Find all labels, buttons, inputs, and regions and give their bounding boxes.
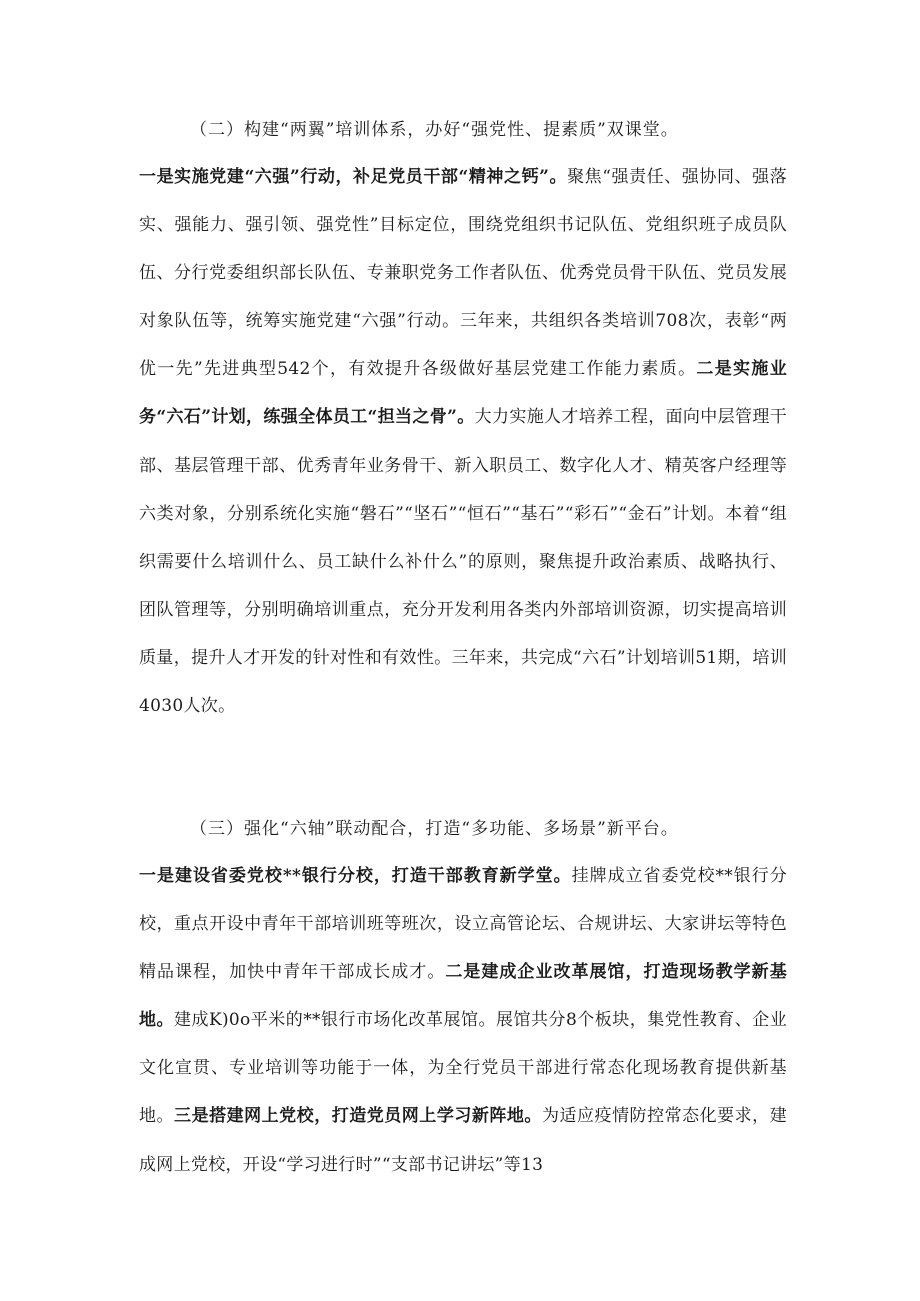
section-3-text-1: 挂牌成立省委党校**银行分校，重点开设中青年干部培训班等班次，设立高管论坛、合规讲坛、大家讲坛等特色精品课程，加快中青年干部成长成才。 xyxy=(139,866,787,983)
section-3-text-2: 建成K)0o平米的**银行市场化改革展馆。展馆共分8个板块，集党性教育、企业文化宣贯、专业培训等功能于一体，为全行党员干部进行常态化现场教育提供新基地。 xyxy=(139,1010,787,1127)
section-2-paragraph xyxy=(139,153,787,730)
section-3-text-3: 为适应疫情防控常态化要求，建成网上党校，开设“学习进行时”“支部书记讲坛”等13 xyxy=(139,1106,787,1175)
section-2-lead-2: 二是实施业务“六石”计划，练强全体员工“担当之骨”。 xyxy=(139,359,787,428)
section-2-lead-1: 一是实施党建“六强”行动，补足党员干部“精神之钙”。 xyxy=(139,167,568,187)
section-3-paragraph xyxy=(139,852,787,1189)
section-3-heading: （三）强化“六轴”联动配合，打造“多功能、多场景”新平台。 xyxy=(190,819,679,839)
section-3-lead-3: 三是搭建网上党校，打造党员网上学习新阵地。 xyxy=(174,1106,542,1127)
section-3-lead-2: 二是建成企业改革展馆，打造现场教学新基地。 xyxy=(139,962,787,1031)
section-2-text-1: 聚焦“强责任、强协同、强落实、强能力、强引领、强党性”目标定位，围绕党组织书记队伍、党组织班子成员队伍、分行党委组织部长队伍、专兼职党务工作者队伍、优秀党员骨干队伍、党员发展对象队伍等，统筹实施党建“六强”行动。三年来，共组织各类培训708次，表彰“两优一先”先进典型542个，有效提升各级做好基层党建工作能力素质。 xyxy=(139,167,787,380)
section-2-text-2: 大力实施人才培养工程，面向中层管理干部、基层管理干部、优秀青年业务骨干、新入职员工、数字化人才、精英客户经理等六类对象，分别系统化实施“磐石”“坚石”“恒石”“基石”“彩石”“金石”计划。本着“组织需要什么培训什么、员工缺什么补什么”的原则，聚焦提升政治素质、战略执行、团队管理等，分别明确培训重点，充分开发利用各类内外部培训资源，切实提高培训质量，提升人才开发的针对性和有效性。三年来，共完成“六石”计划培训51期，培训4030人次。 xyxy=(139,407,787,717)
section-3-lead-1: 一是建设省委党校**银行分校，打造干部教育新学堂。 xyxy=(139,866,572,886)
section-2-heading: （二）构建“两翼”培训体系，办好“强党性、提素质”双课堂。 xyxy=(190,120,679,140)
